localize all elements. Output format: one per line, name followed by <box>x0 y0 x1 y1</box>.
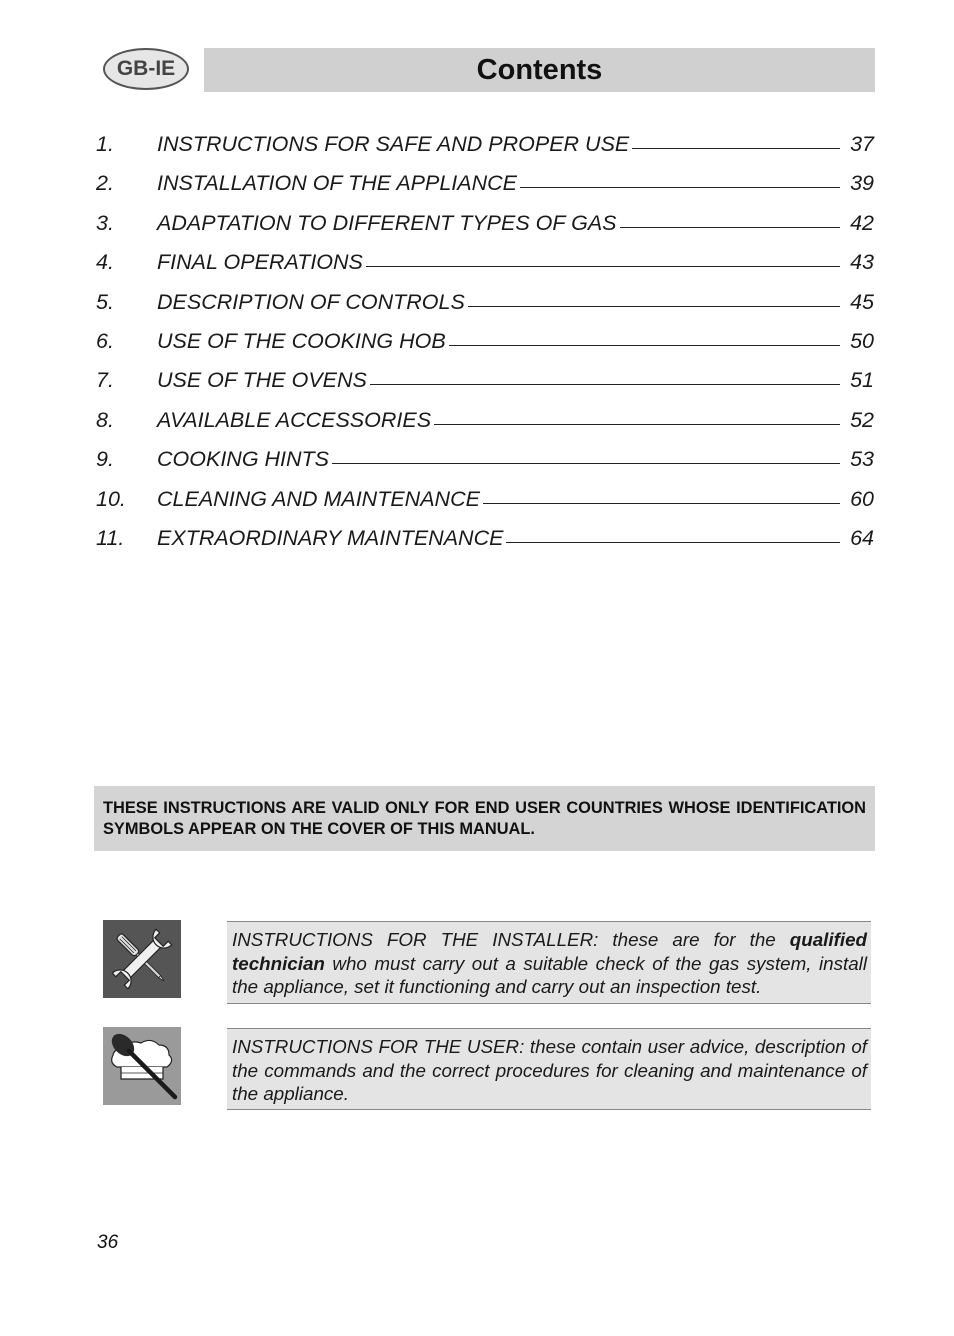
toc-entry-number: 4. <box>96 250 114 275</box>
toc-entry-number: 8. <box>96 407 114 432</box>
chef-hat-spoon-icon <box>103 1027 181 1105</box>
toc-entry <box>96 290 874 329</box>
toc-entry-page: 43 <box>850 250 874 275</box>
toc-entry-page: 39 <box>850 171 874 196</box>
toc-entry-title: USE OF THE OVENS <box>157 368 367 393</box>
toc-entry <box>96 171 874 210</box>
toc-entry-title: USE OF THE COOKING HOB <box>157 328 446 353</box>
toc-leader-line <box>468 306 840 307</box>
toc-entry-title: DESCRIPTION OF CONTROLS <box>157 289 465 314</box>
validity-notice: THESE INSTRUCTIONS ARE VALID ONLY FOR END USER COUNTRIES WHOSE IDENTIFICATION SYMBOLS APPEAR ON THE COVER OF THIS MANUAL. <box>94 786 875 851</box>
toc-entry-number: 3. <box>96 210 114 235</box>
installer-text-start: INSTRUCTIONS FOR THE INSTALLER: these are for the <box>232 929 790 950</box>
toc-entry-title: CLEANING AND MAINTENANCE <box>157 486 480 511</box>
toc-leader-line <box>620 227 840 228</box>
language-badge-label: GB-IE <box>116 57 176 80</box>
toc-entry-page: 64 <box>850 525 874 550</box>
toc-entry <box>96 329 874 368</box>
toc-entry-number: 1. <box>96 132 114 156</box>
toc-entry-number: 6. <box>96 328 114 353</box>
toc-entry-number: 9. <box>96 447 114 472</box>
table-of-contents <box>96 132 874 565</box>
toc-entry-title: COOKING HINTS <box>157 447 330 472</box>
toc-entry <box>96 408 874 447</box>
installer-text-bold: qualified technician <box>232 929 867 974</box>
installer-text-end: who must carry out a suitable check of the gas system, install the appliance, set it functioning and carry out an inspection test. <box>232 952 867 998</box>
toc-entry-title: EXTRAORDINARY MAINTENANCE <box>157 525 504 550</box>
toc-entry <box>96 132 874 171</box>
toc-entry-title: INSTALLATION OF THE APPLIANCE <box>157 171 518 196</box>
user-text: INSTRUCTIONS FOR THE USER: these contain user advice, description of the commands and the correct procedures for cleaning and maintenance of the appliance. <box>232 1036 867 1105</box>
page-title-bar <box>204 48 875 92</box>
toc-entry-number: 7. <box>96 368 114 393</box>
toc-leader-line <box>520 187 840 188</box>
toc-entry-title: FINAL OPERATIONS <box>157 250 363 275</box>
toc-entry <box>96 487 874 526</box>
toc-entry-page: 50 <box>850 328 874 353</box>
toc-entry-title: INSTRUCTIONS FOR SAFE AND PROPER USE <box>157 132 630 156</box>
toc-entry-page: 42 <box>850 210 874 235</box>
page-title: Contents <box>476 53 603 86</box>
wrench-screwdriver-icon <box>103 920 181 998</box>
toc-leader-line <box>449 345 840 346</box>
toc-entry <box>96 250 874 289</box>
toc-entry-page: 52 <box>850 407 874 432</box>
toc-leader-line <box>483 503 840 504</box>
toc-entry-page: 37 <box>850 132 874 156</box>
toc-entry-page: 45 <box>850 289 874 314</box>
toc-entry <box>96 211 874 250</box>
language-badge <box>103 48 189 90</box>
toc-leader-line <box>332 463 840 464</box>
toc-leader-line <box>434 424 840 425</box>
toc-leader-line <box>506 542 840 543</box>
toc-entry-number: 11. <box>96 525 125 550</box>
toc-entry-title: AVAILABLE ACCESSORIES <box>157 407 432 432</box>
page-number: 36 <box>97 1232 119 1253</box>
toc-entry-number: 5. <box>96 289 114 314</box>
toc-entry <box>96 447 874 486</box>
toc-entry <box>96 526 874 565</box>
toc-leader-line <box>370 384 840 385</box>
toc-entry-number: 10. <box>96 486 126 511</box>
toc-leader-line <box>366 266 840 267</box>
toc-entry-number: 2. <box>96 171 114 196</box>
toc-leader-line <box>632 148 840 149</box>
toc-entry-page: 51 <box>850 368 874 393</box>
toc-entry-page: 53 <box>850 447 874 472</box>
toc-entry <box>96 368 874 407</box>
user-instructions <box>227 1028 871 1110</box>
installer-instructions <box>227 921 871 1004</box>
toc-entry-page: 60 <box>850 486 874 511</box>
toc-entry-title: ADAPTATION TO DIFFERENT TYPES OF GAS <box>157 210 617 235</box>
